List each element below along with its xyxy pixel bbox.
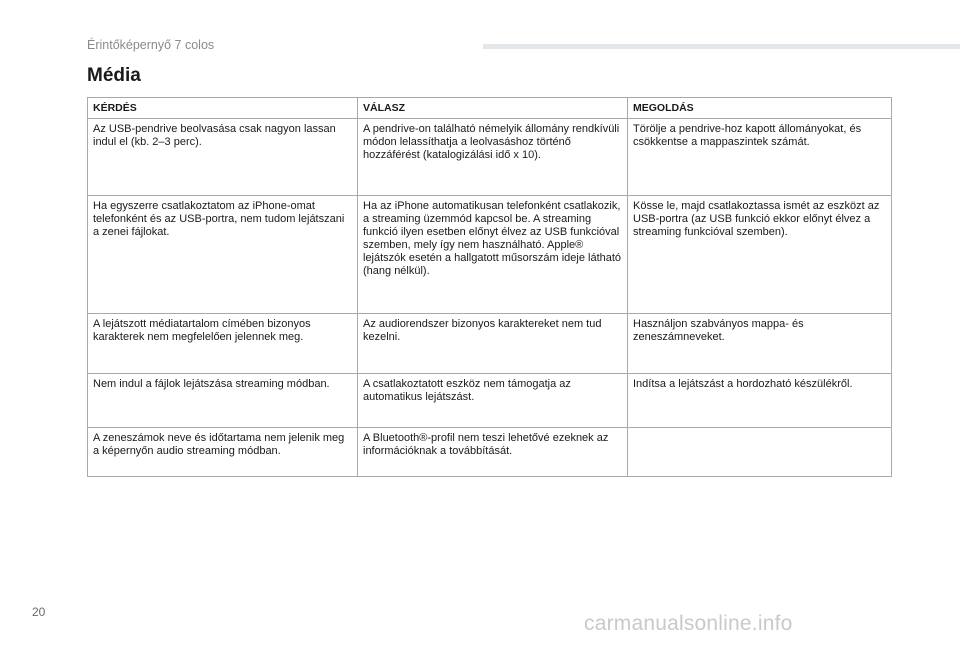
solution-cell: Kösse le, majd csatlakoztassa ismét az eszközt az USB-portra (az USB funkció ekkor előnyt élvez a streaming funkcióval szemben). — [628, 196, 892, 314]
table-row — [88, 374, 892, 428]
solution-cell: Használjon szabványos mappa- és zeneszámneveket. — [628, 314, 892, 374]
question-cell: Nem indul a fájlok lejátszása streaming módban. — [88, 374, 358, 428]
chapter-title: Érintőképernyő 7 colos — [87, 38, 215, 52]
answer-cell: Az audiorendszer bizonyos karaktereket nem tud kezelni. — [358, 314, 628, 374]
answer-cell: A Bluetooth®-profil nem teszi lehetővé ezeknek az információknak a továbbítását. — [358, 428, 628, 477]
table-row — [88, 196, 892, 314]
solution-cell — [628, 428, 892, 477]
question-cell: Ha egyszerre csatlakoztatom az iPhone-omat telefonként és az USB-portra, nem tudom lejátszani a zenei fájlokat. — [88, 196, 358, 314]
solution-cell: Törölje a pendrive-hoz kapott állományokat, és csökkentse a mappaszintek számát. — [628, 119, 892, 196]
column-header-question: KÉRDÉS — [88, 98, 358, 119]
table-row — [88, 314, 892, 374]
question-cell: A zeneszámok neve és időtartama nem jelenik meg a képernyőn audio streaming módban. — [88, 428, 358, 477]
answer-cell: A csatlakoztatott eszköz nem támogatja az automatikus lejátszást. — [358, 374, 628, 428]
question-cell: Az USB-pendrive beolvasása csak nagyon lassan indul el (kb. 2–3 perc). — [88, 119, 358, 196]
column-header-solution: MEGOLDÁS — [628, 98, 892, 119]
watermark-text: carmanualsonline.info — [584, 612, 793, 635]
table-row — [88, 428, 892, 477]
question-cell: A lejátszott médiatartalom címében bizonyos karakterek nem megfelelően jelennek meg. — [88, 314, 358, 374]
table-header-row — [88, 98, 892, 119]
column-header-answer: VÁLASZ — [358, 98, 628, 119]
header-divider-bar — [483, 44, 960, 49]
solution-cell: Indítsa a lejátszást a hordozható készülékről. — [628, 374, 892, 428]
table-row — [88, 119, 892, 196]
page-number: 20 — [32, 605, 46, 619]
answer-cell: A pendrive-on található némelyik állomány rendkívüli módon lelassíthatja a leolvasáshoz történő hozzáférést (katalogizálási idő x 10). — [358, 119, 628, 196]
answer-cell: Ha az iPhone automatikusan telefonként csatlakozik, a streaming üzemmód kapcsol be. A streaming funkció ilyen esetben előnyt élvez az USB funkcióval szemben, mely így nem használható. Apple® lejátszók esetén a hallgatott műsorszám ideje látható (hang nélkül). — [358, 196, 628, 314]
section-title: Média — [87, 65, 141, 86]
troubleshooting-table — [87, 97, 892, 477]
